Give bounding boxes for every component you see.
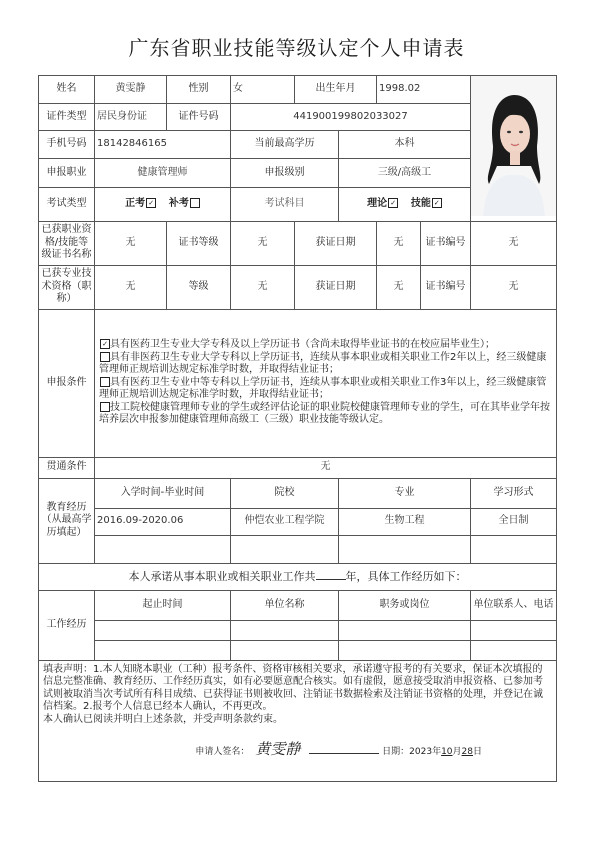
conditions-list: [95, 309, 557, 457]
held-cert-label: 已获职业资格/技能等级证书名称: [39, 221, 95, 265]
condition-1-checkbox[interactable]: ✓: [100, 339, 110, 349]
exam-subject-options: [339, 188, 471, 221]
title-date-value: 无: [377, 265, 421, 309]
table-row: [39, 640, 557, 660]
cert-no-value: 无: [471, 221, 557, 265]
work-history-label: 工作经历: [39, 590, 95, 660]
work-years-blank[interactable]: [316, 579, 346, 580]
id-type-value: 居民身份证: [95, 103, 167, 130]
edu-header-period: 入学时间-毕业时间: [95, 478, 231, 508]
level-value: 三级/高级工: [339, 158, 471, 188]
work-header-position: 职务或岗位: [339, 590, 471, 620]
title-no-value: 无: [471, 265, 557, 309]
id-type-label: 证件类型: [39, 103, 95, 130]
name-value: 黄雯静: [95, 76, 167, 104]
table-row: [39, 535, 557, 563]
makeup-exam-checkbox[interactable]: [190, 198, 200, 208]
held-cert-value: 无: [95, 221, 167, 265]
edu-school: 仲恺农业工程学院: [231, 508, 339, 535]
theory-checkbox[interactable]: ✓: [388, 198, 398, 208]
conditions-label: 申报条件: [39, 309, 95, 457]
occupation-label: 申报职业: [39, 158, 95, 188]
signature-label: 申请人签名：: [195, 747, 250, 757]
gender-label: 性别: [167, 76, 231, 104]
grade-value: 无: [231, 265, 295, 309]
condition-3-checkbox[interactable]: [100, 377, 110, 387]
exam-subject-label: 考试科目: [231, 188, 339, 221]
phone-value: 18142846165: [95, 130, 231, 158]
cert-no-label: 证书编号: [421, 221, 471, 265]
title-no-label: 证书编号: [421, 265, 471, 309]
edu-header-school: 院校: [231, 478, 339, 508]
edu-history-label: 教育经历（从最高学历填起）: [39, 478, 95, 563]
page-title: 广东省职业技能等级认定个人申请表: [128, 36, 465, 60]
portrait-image: [471, 76, 557, 216]
applicant-photo: [471, 76, 557, 222]
title-date-label: 获证日期: [295, 265, 377, 309]
work-header-company: 单位名称: [231, 590, 339, 620]
edu-form: 全日制: [471, 508, 557, 535]
held-title-label: 已获专业技术资格（职称）: [39, 265, 95, 309]
exam-type-options: [95, 188, 231, 221]
id-number-value: 441900199802033027: [231, 103, 471, 130]
cert-level-label: 证书等级: [167, 221, 231, 265]
work-statement: 本人承诺从事本职业或相关职业工作共 年，具体工作经历如下：: [39, 563, 557, 590]
edu-major: 生物工程: [339, 508, 471, 535]
condition-item: ✓ 具有医药卫生专业大学专科及以上学历证书（含尚未取得毕业证书的在校应届毕业生）；: [99, 339, 552, 352]
makeup-exam-label: 补考: [168, 198, 189, 210]
education-value: 本科: [339, 130, 471, 158]
date-month: 10: [441, 747, 453, 757]
date-day: 28: [461, 747, 473, 757]
skill-checkbox[interactable]: ✓: [432, 198, 442, 208]
name-label: 姓名: [39, 76, 95, 104]
date-label: 日期：: [382, 747, 410, 757]
work-header-contact: 单位联系人、电话: [471, 590, 557, 620]
exam-type-label: 考试类型: [39, 188, 95, 221]
work-header-period: 起止时间: [95, 590, 231, 620]
table-row: [39, 508, 557, 535]
signature-row: 申请人签名： 黄雯静 日期：2023年10月28日: [195, 740, 483, 758]
edu-header-major: 专业: [339, 478, 471, 508]
id-number-label: 证件号码: [167, 103, 231, 130]
condition-4-checkbox[interactable]: [100, 402, 110, 412]
declaration-text: 填表声明：1.本人知晓本职业（工种）报考条件、资格审核相关要求，承诺遵守报考的有关要求，保证本次填报的信息完整准确、教育经历、工作经历真实，如有必要愿意配合核实。如有虚假，愿意接受取消申报资格、已参加考试则被取消当次考试所有科目成绩、已获得证书则被收回、注销证书数据检索及注销证书资格的处理，并登记在诚信档案。2.报考个人信息已经本人确认，不再更改。: [43, 663, 543, 712]
table-row: [39, 620, 557, 640]
edu-header-form: 学习形式: [471, 478, 557, 508]
condition-item: 技工院校健康管理师专业的学生或经评估论证的职业院校健康管理师专业的学生，可在其毕业学年按培养层次申报参加健康管理师高级工（三级）职业技能等级认定。: [99, 401, 550, 426]
through-label: 贯通条件: [39, 457, 95, 478]
condition-2-checkbox[interactable]: [100, 352, 110, 362]
date-year: 2023: [409, 747, 433, 757]
held-title-value: 无: [95, 265, 167, 309]
theory-label: 理论: [367, 198, 388, 210]
grade-label: 等级: [167, 265, 231, 309]
application-form: [38, 75, 557, 782]
edu-period: 2016.09-2020.06: [95, 508, 231, 535]
occupation-value: 健康管理师: [95, 158, 231, 188]
birth-label: 出生年月: [295, 76, 377, 104]
first-exam-checkbox[interactable]: ✓: [146, 198, 156, 208]
issue-date-label: 获证日期: [295, 221, 377, 265]
through-value: 无: [95, 457, 557, 478]
birth-value: 1998.02: [377, 76, 471, 104]
first-exam-label: 正考: [125, 198, 146, 210]
phone-label: 手机号码: [39, 130, 95, 158]
education-label: 当前最高学历: [231, 130, 339, 158]
declaration: [39, 660, 557, 781]
level-label: 申报级别: [231, 158, 339, 188]
issue-date-value: 无: [377, 221, 421, 265]
cert-level-value: 无: [231, 221, 295, 265]
skill-label: 技能: [410, 198, 431, 210]
gender-value: 女: [231, 76, 295, 104]
signature-handwriting: 黄雯静: [255, 740, 301, 758]
declaration-confirm: 本人确认已阅读并明白上述条款，并受声明条款约束。: [43, 713, 283, 725]
condition-item: 具有医药卫生专业中等专科以上学历证书，连续从事本职业或相关职业工作3年以上，经三级健康管理师正规培训达规定标准学时数，并取得结业证书；: [99, 376, 547, 401]
condition-item: 具有非医药卫生专业大学专科以上学历证书，连续从事本职业或相关职业工作2年以上，经三级健康管理师正规培训达规定标准学时数，并取得结业证书；: [99, 351, 547, 376]
